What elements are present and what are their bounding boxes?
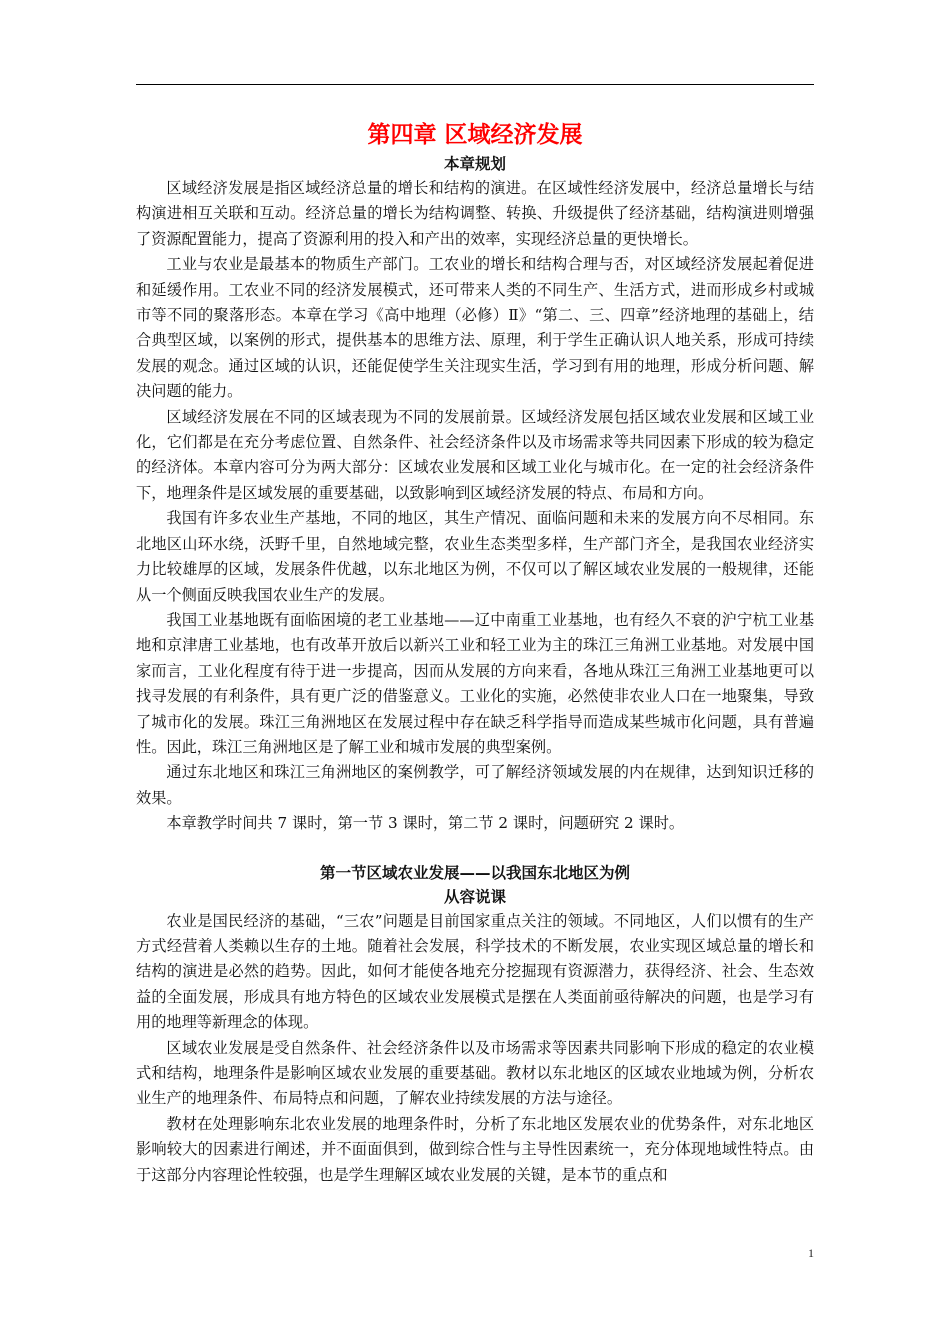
section-spacer — [136, 837, 814, 861]
page-number: 1 — [808, 1246, 814, 1260]
paragraph: 工业与农业是最基本的物质生产部门。工农业的增长和结构合理与否，对区域经济发展起着促进和延缓作用。工农业不同的经济发展模式，还可带来人类的不同生产、生活方式，进而形成乡村或城市等不同的聚落形态。本章在学习《高中地理（必修）Ⅱ》“第二、三、四章”经济地理的基础上，结合典型区域，以案例的形式，提供基本的思维方法、原理，利于学生正确认识人地关系，形成可持续发展的观念。通过区域的认识，还能促使学生关注现实生活，学习到有用的地理，形成分析问题、解决问题的能力。 — [136, 255, 814, 401]
paragraph: 通过东北地区和珠江三角洲地区的案例教学，可了解经济领域发展的内在规律，达到知识迁移的效果。 — [136, 763, 814, 807]
chapter-subtitle: 本章规划 — [443, 155, 506, 173]
paragraph: 区域经济发展是指区域经济总量的增长和结构的演进。在区域性经济发展中，经济总量增长与结构演进相互关联和互动。经济总量的增长为结构调整、转换、升级提供了经济基础，结构演进则增强了资源配置能力，提高了资源利用的投入和产出的效率，实现经济总量的更快增长。 — [136, 179, 814, 248]
paragraph: 区域农业发展是受自然条件、社会经济条件以及市场需求等因素共同影响下形成的稳定的农业模式和结构，地理条件是影响区域农业发展的重要基础。教材以东北地区的区域农业地域为例，分析农业生产的地理条件、布局特点和问题，了解农业持续发展的方法与途径。 — [136, 1038, 814, 1108]
paragraph: 我国有许多农业生产基地，不同的地区，其生产情况、面临问题和未来的发展方向不尽相同。东北地区山环水绕，沃野千里，自然地域完整，农业生态类型多样，生产部门齐全，是我国农业经济实力比较雄厚的区域，发展条件优越，以东北地区为例，不仅可以了解区域农业发展的一般规律，还能从一个侧面反映我国农业生产的发展。 — [136, 509, 814, 604]
paragraph: 本章教学时间共 7 课时，第一节 3 课时，第二节 2 课时，问题研究 2 课时。 — [166, 814, 685, 833]
paragraph: 区域经济发展在不同的区域表现为不同的发展前景。区域经济发展包括区域农业发展和区域工业化，它们都是在充分考虑位置、自然条件、社会经济条件以及市场需求等共同因素下形成的较为稳定的经济体。本章内容可分为两大部分：区域农业发展和区域工业化与城市化。在一定的社会经济条件下，地理条件是区域发展的重要基础，以致影响到区域经济发展的特点、布局和方向。 — [136, 407, 814, 502]
paragraph: 教材在处理影响东北农业发展的地理条件时，分析了东北地区发展农业的优势条件，对东北地区影响较大的因素进行阐述，并不面面俱到，做到综合性与主导性因素统一，充分体现地域性特点。由于这部分内容理论性较强，也是学生理解区域农业发展的关键，是本节的重点和 — [136, 1114, 814, 1184]
chapter-title: 第四章 区域经济发展 — [367, 122, 583, 148]
header-rule — [136, 84, 814, 85]
paragraph: 我国工业基地既有面临困境的老工业基地——辽中南重工业基地，也有经久不衰的沪宁杭工业基地和京津唐工业基地，也有改革开放后以新兴工业和轻工业为主的珠江三角洲工业基地。对发展中国家而言，工业化程度有待于进一步提高，因而从发展的方向来看，各地从珠江三角洲工业基地更可以找寻发展的有利条件，具有更广泛的借鉴意义。工业化的实施，必然使非农业人口在一地聚集，导致了城市化的发展。珠江三角洲地区在发展过程中存在缺乏科学指导而造成某些城市化问题，具有普遍性。因此，珠江三角洲地区是了解工业和城市发展的典型案例。 — [136, 610, 814, 756]
section-subtitle: 从容说课 — [443, 887, 506, 906]
paragraph: 农业是国民经济的基础，“三农”问题是目前国家重点关注的领域。不同地区，人们以惯有的生产方式经营着人类赖以生存的土地。随着社会发展，科学技术的不断发展，农业实现区域总量的增长和结构的演进是必然的趋势。因此，如何才能使各地充分挖掘现有资源潜力，获得经济、社会、生态效益的全面发展，形成具有地方特色的区域农业发展模式是摆在人类面前亟待解决的问题，也是学习有用的地理等新理念的体现。 — [136, 911, 814, 1032]
page-content — [136, 118, 814, 1188]
section-title: 第一节区域农业发展——以我国东北地区为例 — [319, 863, 630, 882]
